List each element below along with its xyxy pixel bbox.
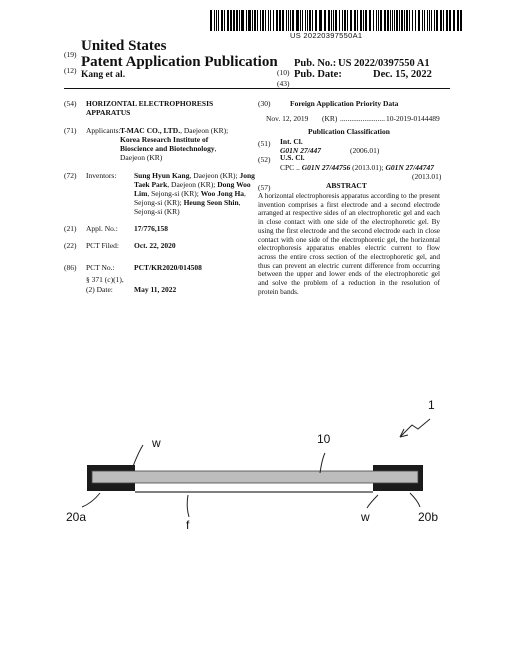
foreign-number: 10-2019-0144489 xyxy=(386,114,440,123)
inventors-line-2: Taek Park, Daejeon (KR); Dong Woo xyxy=(134,180,251,189)
barcode-bar xyxy=(307,10,308,31)
barcode-bar xyxy=(233,10,235,31)
barcode-bar xyxy=(236,10,238,31)
inventors-line-5: Sejong-si (KR) xyxy=(134,207,180,216)
barcode-bar xyxy=(210,10,212,31)
barcode-bar xyxy=(305,10,306,31)
figure-drawing xyxy=(70,395,470,545)
barcode-bar xyxy=(344,10,346,31)
barcode-number: US 20220397550A1 xyxy=(290,31,363,40)
barcode-bar xyxy=(276,10,278,31)
country-code: (19) xyxy=(64,50,77,59)
inventors-line-1: Sung Hyun Kang, Daejeon (KR); Jong xyxy=(134,171,255,180)
barcode-bar xyxy=(373,10,374,31)
pct-filed-code: (22) xyxy=(64,241,77,250)
barcode-bar xyxy=(380,10,382,31)
inventor-short: Kang et al. xyxy=(81,70,126,80)
barcode-bar xyxy=(315,10,317,31)
barcode-bar xyxy=(431,10,432,31)
pub-no-label: Pub. No.: xyxy=(294,58,337,69)
barcode-bar xyxy=(390,10,391,31)
header-rule xyxy=(64,88,450,89)
inventors-line-3: Lim, Sejong-si (KR); Woo Jong Ha, xyxy=(134,189,246,198)
label-1: 1 xyxy=(428,398,435,412)
barcode-bar xyxy=(319,10,322,31)
barcode-bar xyxy=(288,10,289,31)
uscl-code: (52) xyxy=(258,155,271,164)
country: United States xyxy=(81,38,167,54)
barcode-bar xyxy=(354,10,356,31)
barcode-bar xyxy=(302,10,303,31)
gel-10 xyxy=(92,471,418,483)
barcode-bar xyxy=(392,10,393,31)
barcode-bar xyxy=(262,10,264,31)
leader-20a xyxy=(82,493,100,507)
barcode-bar xyxy=(350,10,352,31)
intcl-label: Int. Cl. xyxy=(280,137,303,146)
barcode-bar xyxy=(376,10,377,31)
barcode-bar xyxy=(268,10,269,31)
pub-no: US 2022/0397550 A1 xyxy=(338,58,430,69)
leader-20b xyxy=(410,493,420,507)
barcode-bar xyxy=(254,10,256,31)
label-20b: 20b xyxy=(418,510,439,524)
leader-f xyxy=(187,495,189,517)
barcode-bar xyxy=(394,10,395,31)
applicants-label: Applicants: xyxy=(86,126,121,135)
barcode xyxy=(210,10,464,31)
doc-type: Patent Application Publication xyxy=(81,54,278,70)
barcode-bar xyxy=(248,10,251,31)
pub-date-label: Pub. Date: xyxy=(294,69,342,80)
barcode-bar xyxy=(241,10,244,31)
barcode-bar xyxy=(331,10,332,31)
barcode-bar xyxy=(460,10,462,31)
leader-w-top xyxy=(132,445,143,469)
barcode-bar xyxy=(239,10,240,31)
barcode-bar xyxy=(246,10,247,31)
intcl-code: (51) xyxy=(258,139,271,148)
barcode-bar xyxy=(309,10,311,31)
barcode-bar xyxy=(404,10,405,31)
barcode-bar xyxy=(260,10,261,31)
pub-date: Dec. 15, 2022 xyxy=(373,69,432,80)
barcode-bar xyxy=(422,10,423,31)
barcode-bar xyxy=(333,10,334,31)
barcode-bar xyxy=(347,10,348,31)
pct-filed-date: Oct. 22, 2020 xyxy=(134,241,176,250)
leader-1 xyxy=(400,419,430,437)
pub-date-code: (43) xyxy=(277,79,290,88)
barcode-bar xyxy=(296,10,299,31)
pct-no-label: PCT No.: xyxy=(86,263,115,272)
barcode-bar xyxy=(436,10,438,31)
applicants-line-4: Daejeon (KR) xyxy=(120,153,163,162)
inventors-code: (72) xyxy=(64,171,77,180)
inventors-line-4: Sejong-si (KR); Heung Seon Shin, xyxy=(134,198,241,207)
title-line-2: APPARATUS xyxy=(86,108,131,117)
barcode-bar xyxy=(227,10,229,31)
foreign-code: (30) xyxy=(258,99,271,108)
barcode-bar xyxy=(412,10,413,31)
barcode-bar xyxy=(252,10,253,31)
barcode-bar xyxy=(429,10,430,31)
barcode-bar xyxy=(360,10,362,31)
barcode-bar xyxy=(440,10,442,31)
barcode-bar xyxy=(453,10,455,31)
barcode-bar xyxy=(290,10,291,31)
pct-no-code: (86) xyxy=(64,263,77,272)
barcode-bar xyxy=(363,10,364,31)
leader-w-bottom xyxy=(367,495,378,508)
barcode-bar xyxy=(339,10,340,31)
barcode-bar xyxy=(221,10,223,31)
pub-no-code: (10) xyxy=(277,68,290,77)
barcode-bar xyxy=(418,10,420,31)
barcode-bar xyxy=(365,10,367,31)
label-f: f xyxy=(186,518,190,532)
label-w-top: w xyxy=(152,436,161,450)
barcode-bar xyxy=(328,10,330,31)
barcode-bar xyxy=(265,10,266,31)
inventors-label: Inventors: xyxy=(86,171,117,180)
barcode-bar xyxy=(214,10,215,31)
cpc-line: CPC .. G01N 27/44756 (2013.01); G01N 27/44747 xyxy=(280,163,434,172)
applicants-line-1: T-MAC CO., LTD., Daejeon (KR); xyxy=(120,126,229,135)
applicants-line-3: Bioscience and Biotechnology, xyxy=(120,144,217,153)
s371-date: May 11, 2022 xyxy=(134,285,177,294)
foreign-dots: ........................ xyxy=(340,114,385,123)
uscl-label: U.S. Cl. xyxy=(280,153,305,162)
barcode-bar xyxy=(415,10,416,31)
leader-10 xyxy=(320,453,325,473)
doc-code: (12) xyxy=(64,66,77,75)
appl-code: (21) xyxy=(64,224,77,233)
barcode-bar xyxy=(424,10,425,31)
barcode-bar xyxy=(270,10,271,31)
label-w-bottom: w xyxy=(361,510,370,524)
barcode-bar xyxy=(257,10,258,31)
label-20a: 20a xyxy=(66,510,87,524)
pct-no: PCT/KR2020/014508 xyxy=(134,263,202,272)
foreign-heading: Foreign Application Priority Data xyxy=(290,99,399,108)
foreign-country: (KR) xyxy=(322,114,338,123)
barcode-bar xyxy=(357,10,358,31)
title-code: (54) xyxy=(64,99,77,108)
barcode-bar xyxy=(434,10,435,31)
barcode-bar xyxy=(324,10,326,31)
barcode-bar xyxy=(446,10,448,31)
barcode-bar xyxy=(224,10,225,31)
barcode-bar xyxy=(399,10,400,31)
barcode-bar xyxy=(384,10,386,31)
applicants-line-2: Korea Research Institute of xyxy=(120,135,209,144)
barcode-bar xyxy=(396,10,398,31)
label-10: 10 xyxy=(317,432,331,446)
barcode-bar xyxy=(378,10,379,31)
barcode-bar xyxy=(273,10,274,31)
title-line-1: HORIZONTAL ELECTROPHORESIS xyxy=(86,99,214,108)
pct-filed-label: PCT Filed: xyxy=(86,241,119,250)
abstract-heading: ABSTRACT xyxy=(326,181,367,190)
barcode-bar xyxy=(406,10,408,31)
intcl-value: G01N 27/447 xyxy=(280,146,322,155)
cpc-year-2: (2013.01) xyxy=(412,172,442,181)
barcode-bar xyxy=(457,10,459,31)
barcode-bar xyxy=(409,10,410,31)
barcode-bar xyxy=(312,10,313,31)
barcode-bar xyxy=(443,10,444,31)
abstract-code: (57) xyxy=(258,183,271,192)
barcode-bar xyxy=(279,10,281,31)
appl-no: 17/776,158 xyxy=(134,224,168,233)
abstract-text: A horizontal electrophoresis apparatus according to the present invention comprises a first electrode and a second electrode arranged at respective sides of an electrophoretic gel and each in close contact with one side of the electrophoretic gel. By using the first electrode and the second electrode each in close contact with one side of the electrophoretic gel, the horizontal electrophoresis apparatus enables electric current to flow across the entire cross section of the electrophoretic gel, and thus can prevent an electric current difference from occurring between the upper and lower ends of the electrophoretic gel and solve the problem of a reduction in the resolution of protein bands. xyxy=(258,192,440,296)
s371-date-label: (2) Date: xyxy=(86,285,113,294)
barcode-bar xyxy=(286,10,287,31)
barcode-bar xyxy=(300,10,301,31)
barcode-bar xyxy=(427,10,428,31)
barcode-bar xyxy=(230,10,232,31)
barcode-bar xyxy=(335,10,337,31)
barcode-bar xyxy=(369,10,371,31)
barcode-bar xyxy=(401,10,403,31)
barcode-bar xyxy=(292,10,294,31)
barcode-bar xyxy=(218,10,219,31)
appl-label: Appl. No.: xyxy=(86,224,118,233)
barcode-bar xyxy=(216,10,217,31)
barcode-bar xyxy=(449,10,451,31)
barcode-bar xyxy=(342,10,343,31)
foreign-date: Nov. 12, 2019 xyxy=(266,114,309,123)
barcode-bar xyxy=(387,10,389,31)
intcl-year: (2006.01) xyxy=(350,146,380,155)
s371-label: § 371 (c)(1), xyxy=(86,275,124,284)
applicants-code: (71) xyxy=(64,126,77,135)
classification-heading: Publication Classification xyxy=(308,127,390,136)
barcode-bar xyxy=(282,10,284,31)
